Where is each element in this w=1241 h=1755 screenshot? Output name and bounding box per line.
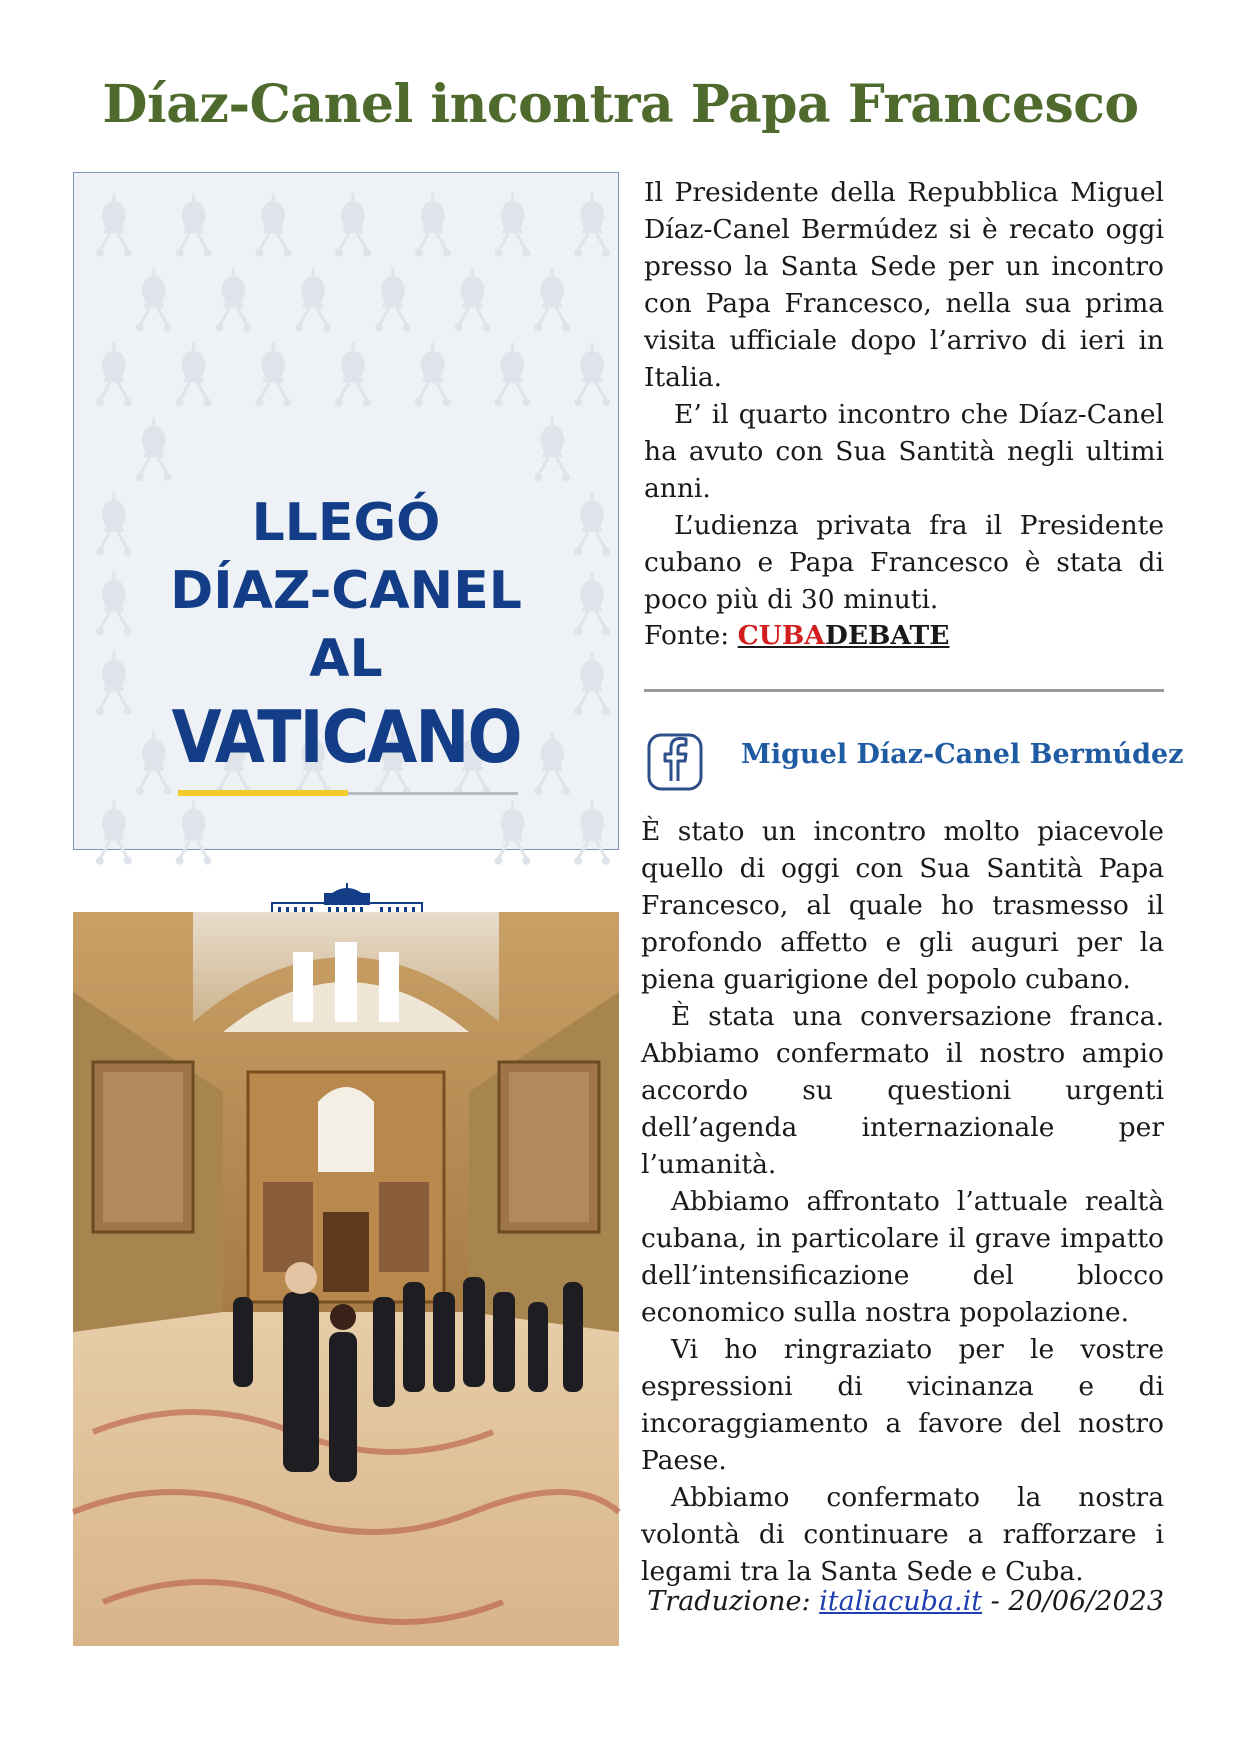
credit-date: - 20/06/2023 bbox=[990, 1586, 1164, 1617]
facebook-icon bbox=[647, 733, 703, 791]
post-paragraph-2: È stata una conversazione franca. Abbiamo confermato il nostro ampio accordo su questioni urgenti dell’agenda internazionale per l’umanità. bbox=[641, 1001, 1164, 1180]
source-label: Fonte: bbox=[644, 620, 730, 651]
poster-line-1: LLEGÓ bbox=[251, 493, 441, 553]
translation-credit bbox=[647, 1586, 1164, 1617]
credit-link[interactable]: italiacuba.it bbox=[819, 1586, 983, 1617]
post-paragraph-4: Vi ho ringraziato per le vostre espressioni di vicinanza e di incoraggiamento a favore del nostro Paese. bbox=[641, 1334, 1164, 1476]
facebook-author-name[interactable]: Miguel Díaz-Canel Bermúdez bbox=[741, 739, 1184, 770]
poster-line-3: AL bbox=[309, 629, 383, 689]
poster-underline-accent bbox=[178, 790, 348, 796]
poster-image bbox=[73, 172, 619, 850]
intro-article bbox=[644, 174, 1164, 618]
poster-underline-shadow bbox=[348, 792, 518, 795]
page-title: Díaz-Canel incontra Papa Francesco bbox=[102, 74, 1139, 135]
credit-label: Traduzione: bbox=[647, 1586, 811, 1617]
hall-illustration bbox=[73, 912, 619, 1646]
intro-paragraph-1: Il Presidente della Repubblica Miguel Díaz-Canel Bermúdez si è recato oggi presso la Santa Sede per un incontro con Papa Francesco, nella sua prima visita ufficiale dopo l’arrivo di ieri in Italia. bbox=[644, 177, 1164, 393]
post-paragraph-3: Abbiamo affrontato l’attuale realtà cubana, in particolare il grave impatto dell’intensificazione del blocco economico sulla nostra popolazione. bbox=[641, 1186, 1164, 1328]
source-line bbox=[644, 620, 949, 651]
poster-line-4: VATICANO bbox=[171, 695, 521, 779]
sala-regia-photo bbox=[73, 912, 619, 1646]
intro-paragraph-3: L’udienza privata fra il Presidente cubano e Papa Francesco è stata di poco più di 30 minuti. bbox=[644, 510, 1164, 615]
post-paragraph-1: È stato un incontro molto piacevole quello di oggi con Sua Santità Papa Francesco, al quale ho trasmesso il profondo affetto e gli auguri per la piena guarigione del popolo cubano. bbox=[641, 816, 1164, 995]
source-link[interactable]: CUBADEBATE bbox=[737, 620, 950, 651]
intro-paragraph-2: E’ il quarto incontro che Díaz-Canel ha avuto con Sua Santità negli ultimi anni. bbox=[644, 399, 1164, 504]
post-paragraph-5: Abbiamo confermato la nostra volontà di continuare a rafforzare i legami tra la Santa Sede e Cuba. bbox=[641, 1482, 1164, 1587]
post-body bbox=[641, 813, 1164, 1590]
poster-line-2: DÍAZ-CANEL bbox=[170, 561, 522, 621]
section-divider bbox=[644, 689, 1164, 692]
